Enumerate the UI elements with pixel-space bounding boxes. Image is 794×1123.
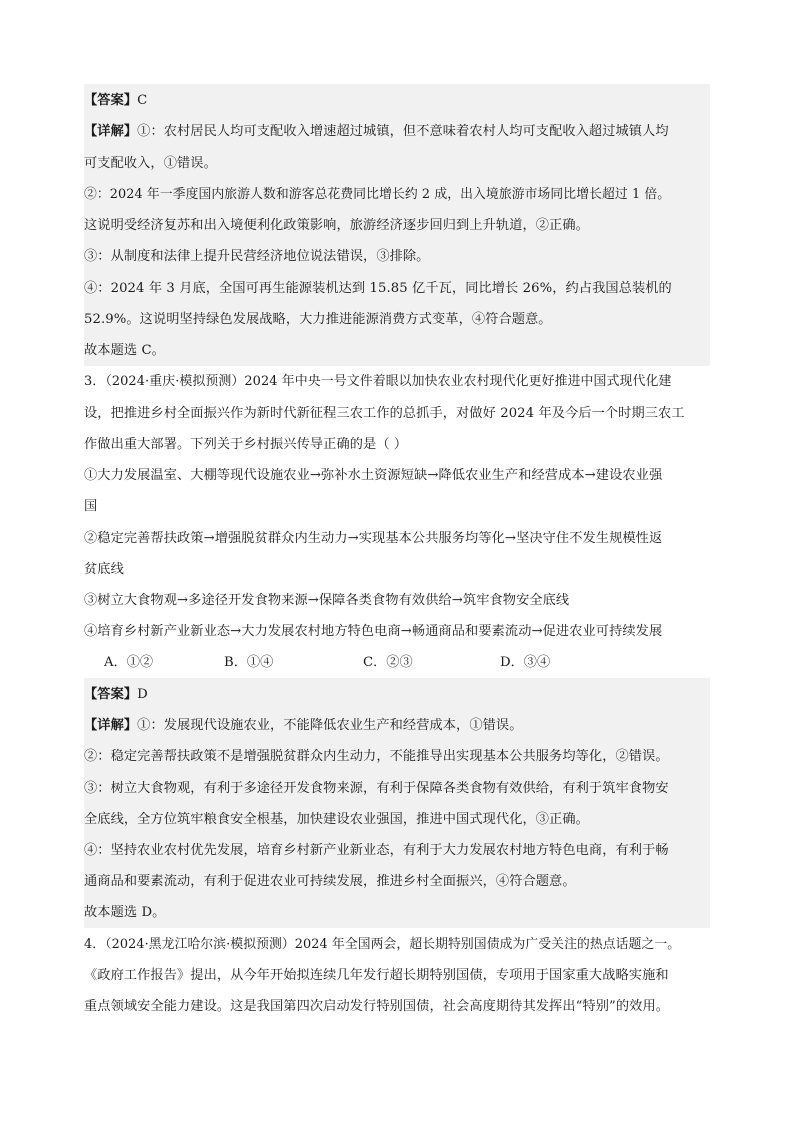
detail-text: ①：发展现代设施农业，不能降低农业生产和经营成本，①错误。 [137,718,523,733]
detail-text: ①：农村居民人均可支配收入增速超过城镇，但不意味着农村人均可支配收入超过城镇人均 [137,124,669,139]
option-a: A．①② [104,655,154,670]
question-stem: 4．（2024·黑龙江哈尔滨·模拟预测）2024 年全国两会，超长期特别国债成为广受关注的热点话题之一。 [84,937,681,952]
detail-line: ③：树立大食物观，有利于多途径开发食物来源，有利于保障各类食物有效供给，有利于筑牢食物安 [84,781,669,796]
detail-line: 这说明受经济复苏和出入境便利化政策影响，旅游经济逐步回归到上升轨道，②正确。 [84,218,589,233]
question-stem: 《政府工作报告》提出，从今年开始拟连续几年发行超长期特别国债，专项用于国家重大战略实施和 [84,968,669,983]
conclusion-line: 故本题选 D。 [84,905,166,920]
option-c: C．②③ [363,655,413,670]
answer-tag: 【答案】 [84,687,138,702]
detail-line [84,710,523,741]
detail-line: ④：坚持农业农村优先发展，培育乡村新产业新业态，有利于大力发展农村地方特色电商，有利于畅 [84,843,669,858]
answer-line [84,85,147,116]
question-item: 贫底线 [84,562,124,577]
detail-line: ③：从制度和法律上提升民营经济地位说法错误，③排除。 [84,249,430,264]
detail-line: ④：2024 年 3 月底，全国可再生能源装机达到 15.85 亿千瓦，同比增长 26%，约占我国总装机的 [84,281,672,296]
answer-value: C [137,93,148,108]
detail-tag: 【详解】 [84,718,138,733]
detail-line: 52.9%。这说明坚持绿色发展战略，大力推进能源消费方式变革，④符合题意。 [84,312,552,327]
detail-line [84,116,669,147]
question-item: ④培育乡村新产业新业态→大力发展农村地方特色电商→畅通商品和要素流动→促进农业可持续发展 [84,624,663,639]
detail-line: 全底线，全方位筑牢粮食安全根基，加快建设农业强国，推进中国式现代化，③正确。 [84,812,589,827]
answer-line [84,679,148,710]
option-b: B．①④ [224,655,274,670]
question-item: 国 [84,499,98,514]
detail-line: ②：2024 年一季度国内旅游人数和游客总花费同比增长约 2 成，出入境旅游市场同比增长超过 1 倍。 [84,187,671,202]
question-item: ①大力发展温室、大棚等现代设施农业→弥补水土资源短缺→降低农业生产和经营成本→建设农业强 [84,468,663,483]
question-stem: 3．（2024·重庆·模拟预测）2024 年中央一号文件着眼以加快农业农村现代化更好推进中国式现代化建 [84,374,672,389]
option-d: D．③④ [500,655,551,670]
detail-tag: 【详解】 [84,124,138,139]
question-stem: 设，把推进乡村全面振兴作为新时代新征程三农工作的总抓手，对做好 2024 年及今后一个时期三农工 [84,406,685,421]
answer-value: D [137,687,148,702]
question-stem: 重点领域安全能力建设。这是我国第四次启动发行特别国债，社会高度期待其发挥出“特别”的效用。 [84,999,670,1014]
detail-line: 可支配收入，①错误。 [84,156,217,171]
question-stem: 作做出重大部署。下列关于乡村振兴传导正确的是（ ） [84,437,408,452]
detail-line: 通商品和要素流动，有利于促进农业可持续发展，推进乡村全面振兴，④符合题意。 [84,874,576,889]
conclusion-line: 故本题选 C。 [84,343,165,358]
question-item: ③树立大食物观→多途径开发食物来源→保障各类食物有效供给→筑牢食物安全底线 [84,593,570,608]
answer-tag: 【答案】 [84,93,138,108]
detail-line: ②：稳定完善帮扶政策不是增强脱贫群众内生动力，不能推导出实现基本公共服务均等化，②错误。 [84,749,669,764]
question-item: ②稳定完善帮扶政策→增强脱贫群众内生动力→实现基本公共服务均等化→坚决守住不发生规模性返 [84,531,663,546]
